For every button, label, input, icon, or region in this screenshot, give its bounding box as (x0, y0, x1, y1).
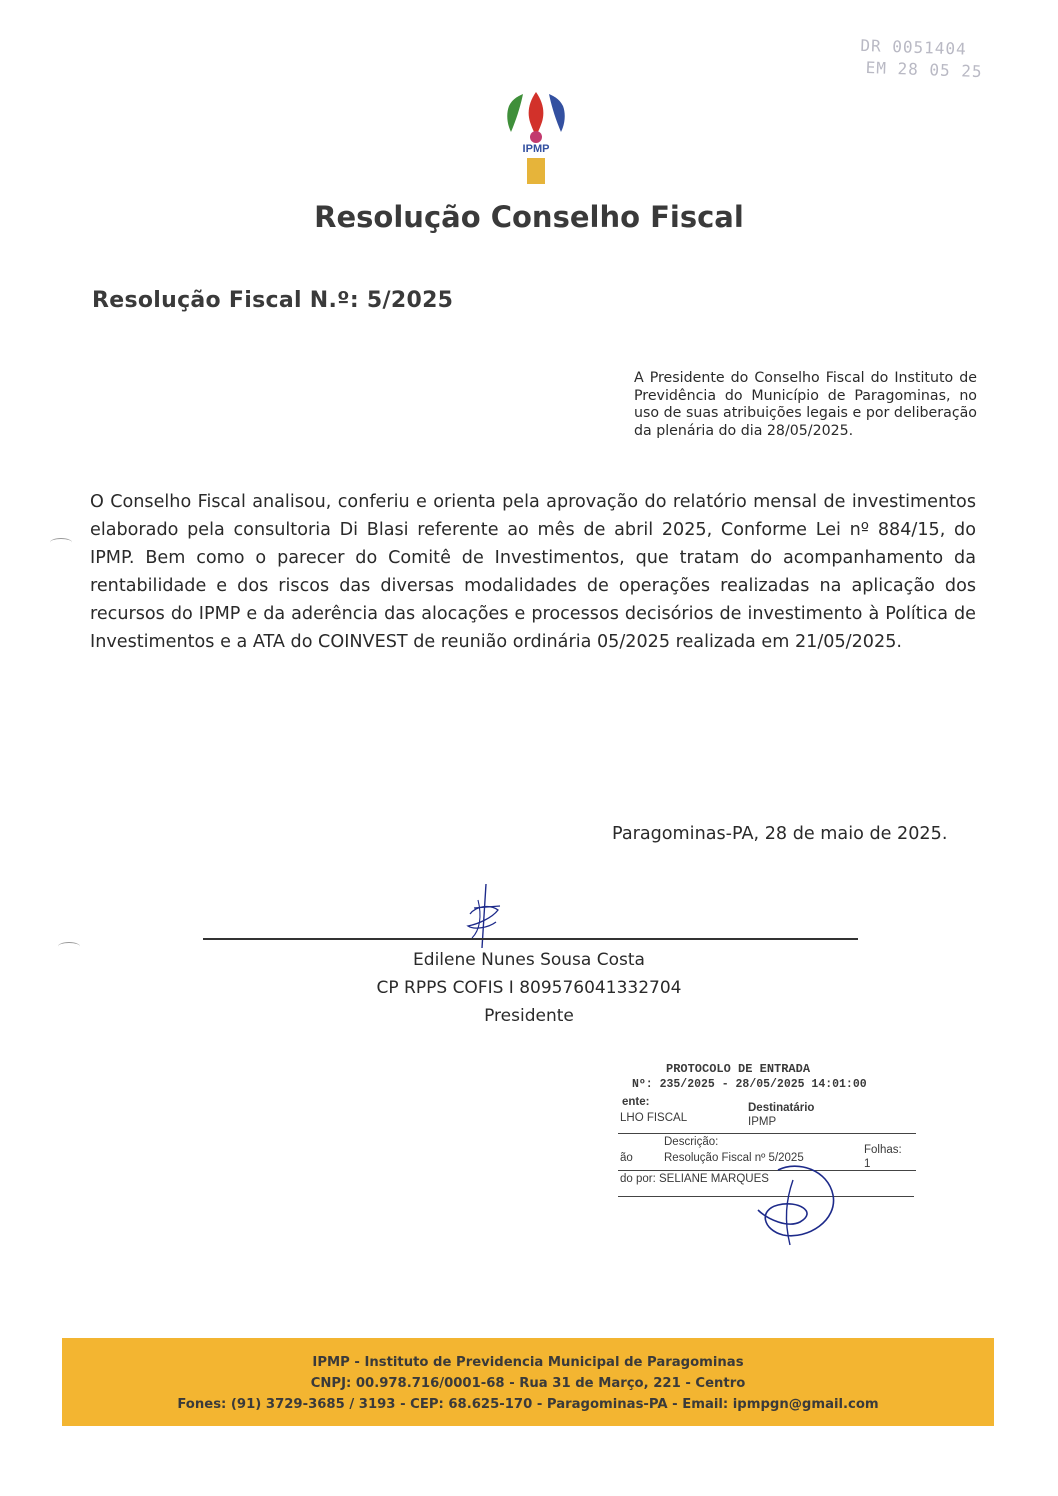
footer-contacts: Fones: (91) 3729-3685 / 3193 - CEP: 68.625-170 - Paragominas-PA - Email: ipmpgn@gmail.com (177, 1397, 879, 1412)
protocol-recipient-value: IPMP (748, 1116, 777, 1128)
body-paragraph: O Conselho Fiscal analisou, conferiu e orienta pela aprovação do relatório mensal de investimentos elaborado pela consultoria Di Blasi referente ao mês de abril 2025, Conforme Lei nº 884/15, do IPMP. Bem como o parecer do Comitê de Investimentos, que tratam do acompanhamento da rentabilidade e dos riscos das diversas modalidades de operações realizadas na aplicação dos recursos do IPMP e da aderência das alocações e processos decisórios de investimento à Política de Investimentos e a ATA do COINVEST de reunião ordinária 05/2025 realizada em 21/05/2025. (90, 492, 976, 652)
footer-address: CNPJ: 00.978.716/0001-68 - Rua 31 de Março, 221 - Centro (310, 1376, 746, 1391)
footer-institution: IPMP - Instituto de Previdencia Municipal de Paragominas (312, 1355, 744, 1370)
corner-handwritten-stamp (859, 35, 1040, 85)
protocol-sender-value: LHO FISCAL (620, 1112, 688, 1124)
protocol-stamp (618, 1060, 918, 1250)
protocol-initials-signature (738, 1150, 848, 1250)
footer-banner (62, 1338, 994, 1426)
preamble-paragraph: A Presidente do Conselho Fiscal do Instituto de Previdência do Município de Paragominas, no uso de suas atribuições legais e por deliberação da plenária do dia 28/05/2025. (634, 370, 977, 439)
protocol-number: Nº: 235/2025 - 28/05/2025 14:01:00 (632, 1078, 867, 1091)
protocol-title: PROTOCOLO DE ENTRADA (666, 1062, 811, 1076)
place-and-date: Paragominas-PA, 28 de maio de 2025. (612, 824, 948, 844)
protocol-row-prefix: ão (620, 1152, 633, 1164)
protocol-pages-label: Folhas: (864, 1144, 902, 1156)
corner-stamp-line1: DR 0051404 (860, 35, 968, 59)
resolution-number: Resolução Fiscal N.º: 5/2025 (92, 288, 454, 313)
protocol-divider (618, 1133, 916, 1134)
protocol-recipient-label: Destinatário (748, 1102, 815, 1114)
protocol-received-by: do por: SELIANE MARQUES (620, 1173, 769, 1185)
protocol-sender-label: ente: (622, 1096, 650, 1108)
logo-text: IPMP (522, 143, 550, 155)
signatory-name: Edilene Nunes Sousa Costa (413, 950, 645, 970)
protocol-description-label: Descrição: (664, 1136, 719, 1148)
page-title: Resolução Conselho Fiscal (314, 200, 744, 234)
protocol-pages-value: 1 (864, 1158, 871, 1170)
signature-line (203, 938, 858, 940)
signatory-credential: CP RPPS COFIS I 809576041332704 (376, 978, 682, 998)
signatory-role: Presidente (484, 1006, 574, 1026)
margin-mark (50, 538, 72, 547)
handwritten-signature (452, 880, 522, 950)
corner-stamp-line2: EM 28 05 25 (865, 58, 983, 82)
protocol-description-value: Resolução Fiscal nº 5/2025 (664, 1152, 804, 1164)
ipmp-logo (503, 92, 569, 188)
